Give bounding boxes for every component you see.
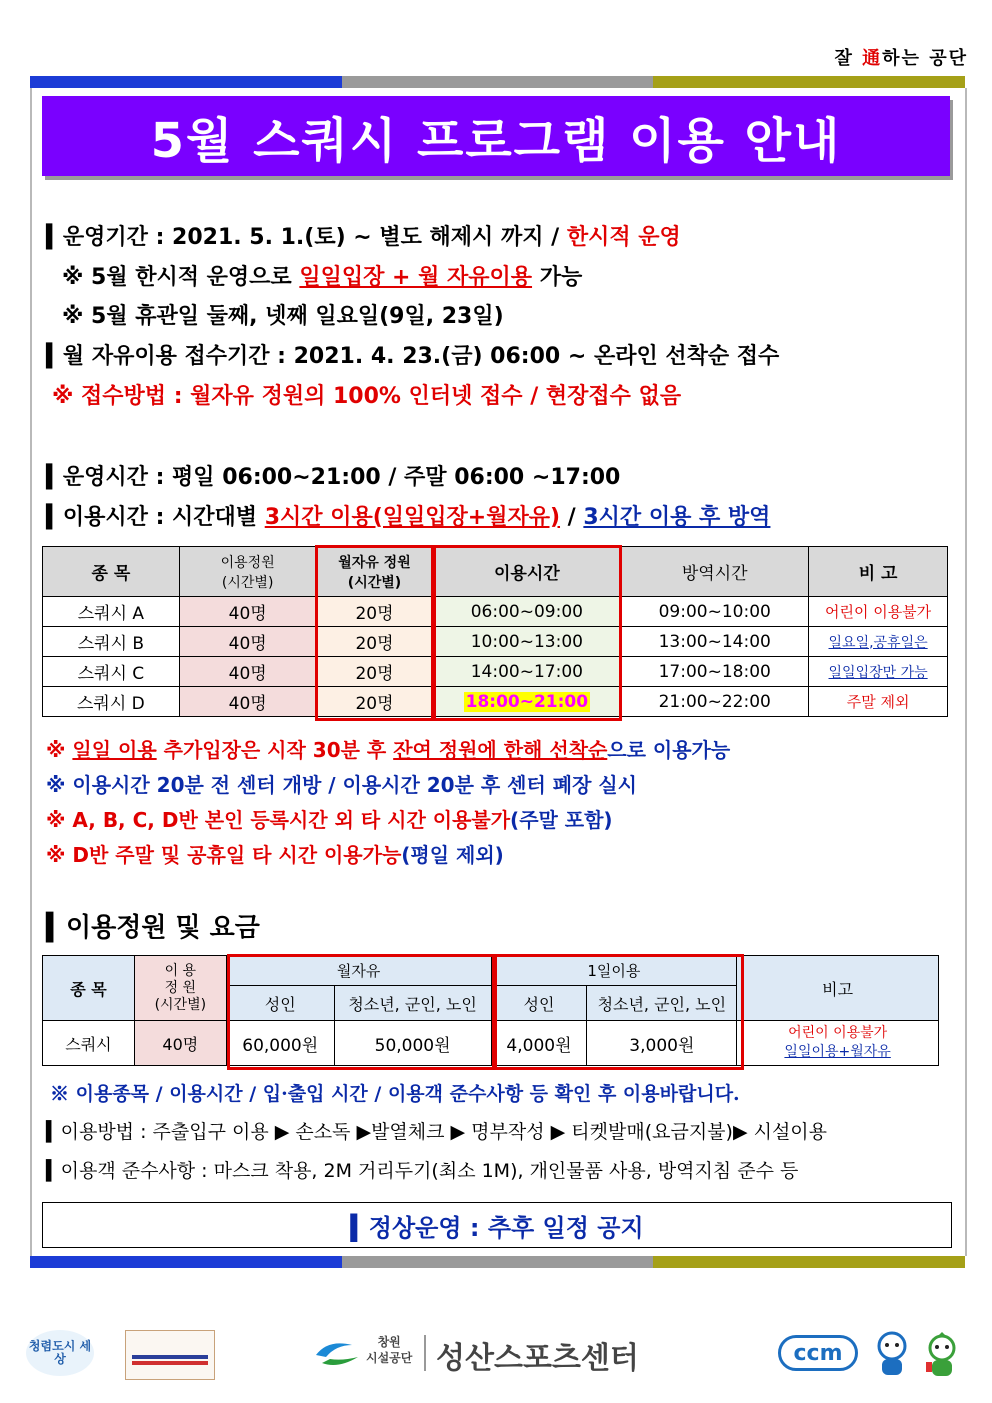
note-daily-entry: ※ 일일 이용 추가입장은 시작 30분 후 잔여 정원에 한해 선착순으로 이용가능 (46, 738, 731, 762)
fee-header-daily: 1일이용 (491, 956, 737, 986)
slogan: 잘 通하는 공단 (834, 48, 968, 69)
highlight-d-time: 18:00~21:00 (465, 691, 589, 712)
page-title: 5월 스쿼시 프로그램 이용 안내 (42, 96, 950, 176)
table-row (43, 657, 948, 687)
bottom-color-bar (30, 1256, 965, 1268)
row-disinfection-time: 13:00~14:00 (621, 627, 809, 657)
fee-remark-no-children: 어린이 이용불가 (788, 1025, 888, 1041)
row-item: 스쿼시 D (43, 687, 180, 717)
fee-sub-adult: 성인 (226, 986, 334, 1021)
note-center-open: ※ 이용시간 20분 전 센터 개방 / 이용시간 20분 후 센터 폐장 실시 (46, 773, 638, 797)
top-color-bar (30, 76, 965, 88)
row-capacity: 40명 (179, 597, 316, 627)
gongdan-name (366, 1334, 412, 1366)
fee-remark (737, 1021, 939, 1066)
gongdan-name-line2: 시설공단 (366, 1351, 413, 1365)
fee-daily-youth: 3,000원 (587, 1021, 737, 1066)
row-usage-time (433, 687, 621, 717)
operation-period: ▍운영기간 : 2021. 5. 1.(토) ~ 별도 해제시 까지 / 한시적 운영 (46, 225, 681, 250)
header-usage-time: 이용시간 (433, 547, 621, 597)
header-disinfection-time: 방역시간 (621, 547, 809, 597)
table-row (43, 687, 948, 717)
mascot-green-icon (920, 1330, 964, 1380)
fee-monthly-adult: 60,000원 (226, 1021, 334, 1066)
schedule-table (42, 546, 948, 717)
sports-center-name: 성산스포츠센터 (436, 1341, 639, 1376)
registration-period: ▍월 자유이용 접수기간 : 2021. 4. 23.(금) 06:00 ~ 온라인 선착순 접수 (46, 344, 780, 369)
certificate-logo (125, 1330, 215, 1380)
header-monthly-capacity: 월자유 정원 (시간별) (316, 547, 433, 597)
row-monthly-capacity: 20명 (316, 657, 433, 687)
fee-header-capacity: 이 용 정 원 (시간별) (134, 956, 226, 1021)
note-may-operation: ※ 5월 한시적 운영으로 일일입장 + 월 자유이용 가능 (62, 265, 583, 290)
remark-weekend-excluded: 주말 제외 (809, 687, 948, 717)
header-capacity: 이용정원 (시간별) (179, 547, 316, 597)
header-remark: 비 고 (809, 547, 948, 597)
row-usage-time: 14:00~17:00 (433, 657, 621, 687)
table-row (43, 627, 948, 657)
row-usage-time: 06:00~09:00 (433, 597, 621, 627)
row-monthly-capacity: 20명 (316, 627, 433, 657)
row-item: 스쿼시 A (43, 597, 180, 627)
mascot-blue-icon (872, 1330, 912, 1380)
fee-daily-adult: 4,000원 (491, 1021, 587, 1066)
row-capacity: 40명 (179, 687, 316, 717)
footer-confirm-note: ※ 이용종목 / 이용시간 / 입·출입 시간 / 이용객 준수사항 등 확인 후 이용바랍니다. (50, 1083, 740, 1105)
row-item: 스쿼시 B (43, 627, 180, 657)
header-item: 종 목 (43, 547, 180, 597)
remark-daily-only: 일일입장만 가능 (809, 657, 948, 687)
fee-header-monthly: 월자유 (226, 956, 491, 986)
remark-no-children: 어린이 이용불가 (809, 597, 948, 627)
fee-item: 스쿼시 (43, 1021, 135, 1066)
row-monthly-capacity: 20명 (316, 597, 433, 627)
table-row (43, 1021, 939, 1066)
fee-capacity: 40명 (134, 1021, 226, 1066)
gongdan-mark-icon (312, 1335, 364, 1371)
row-disinfection-time: 17:00~18:00 (621, 657, 809, 687)
operating-hours: ▍운영시간 : 평일 06:00~21:00 / 주말 06:00 ~17:00 (46, 465, 621, 490)
user-rules: ▍이용객 준수사항 : 마스크 착용, 2M 거리두기(최소 1M), 개인물품 사용, 방역지침 준수 등 (46, 1160, 799, 1182)
row-usage-time: 10:00~13:00 (433, 627, 621, 657)
fee-sub-youth-daily: 청소년, 군인, 노인 (587, 986, 737, 1021)
row-capacity: 40명 (179, 627, 316, 657)
fee-monthly-youth: 50,000원 (334, 1021, 491, 1066)
row-monthly-capacity: 20명 (316, 687, 433, 717)
gongdan-name-line1: 창원 (377, 1335, 401, 1349)
fee-table (42, 955, 939, 1066)
fee-header-remark: 비고 (737, 956, 939, 1021)
logo-divider (424, 1335, 426, 1371)
ccm-logo: ccm (778, 1335, 858, 1371)
fee-sub-youth: 청소년, 군인, 노인 (334, 986, 491, 1021)
fee-sub-adult-daily: 성인 (491, 986, 587, 1021)
table-row (43, 597, 948, 627)
usage-time: ▍이용시간 : 시간대별 3시간 이용(일일입장+월자유) / 3시간 이용 후 방역 (46, 505, 771, 530)
note-class-restriction: ※ A, B, C, D반 본인 등록시간 외 타 시간 이용불가(주말 포함) (46, 808, 613, 832)
row-capacity: 40명 (179, 657, 316, 687)
fee-remark-daily-monthly: 일일이용+월자유 (784, 1044, 891, 1060)
note-closed-days: ※ 5월 휴관일 둘째, 넷째 일요일(9일, 23일) (62, 304, 504, 329)
row-disinfection-time: 09:00~10:00 (621, 597, 809, 627)
fee-header-item: 종 목 (43, 956, 135, 1021)
normal-operation-notice: ▍정상운영 : 추후 일정 공지 (42, 1202, 952, 1248)
remark-holidays: 일요일,공휴일은 (809, 627, 948, 657)
clean-city-logo: 청렴도시 세상 (26, 1330, 94, 1376)
row-disinfection-time: 21:00~22:00 (621, 687, 809, 717)
usage-method: ▍이용방법 : 주출입구 이용 ▶ 손소독 ▶발열체크 ▶ 명부작성 ▶ 티켓발매(요금지불)▶ 시설이용 (46, 1121, 828, 1143)
section-capacity-fees: ▍이용정원 및 요금 (46, 913, 260, 943)
registration-method: ※ 접수방법 : 월자유 정원의 100% 인터넷 접수 / 현장접수 없음 (52, 384, 682, 409)
schedule-header-row (43, 547, 948, 597)
row-item: 스쿼시 C (43, 657, 180, 687)
note-d-class: ※ D반 주말 및 공휴일 타 시간 이용가능(평일 제외) (46, 843, 504, 867)
